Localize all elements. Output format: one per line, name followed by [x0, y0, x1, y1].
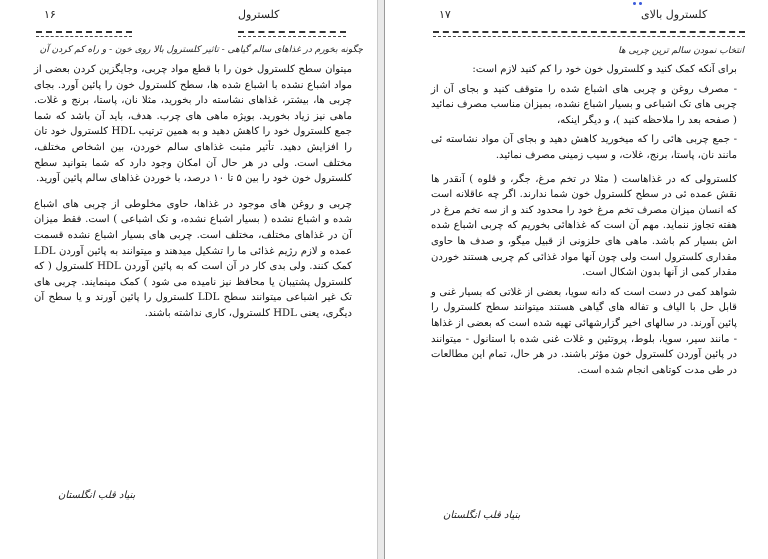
left-page-body: [34, 62, 352, 332]
marker-dot: [633, 2, 636, 5]
header-rule: [433, 31, 745, 33]
paragraph: میتوان سطح کلسترول خون را با قطع مواد چربی، وجایگزین کردن بعضی از مواد اشباع نشده با اشباع شده ها، سطح کلسترول خون را پائین آورد. بجای چربی ها، بیشتر، غذاهای نشاسته دار بخورید، مثلا نان، پاستا، برنج و غلات. ماهی نیز زیاد بخورید. بویژه ماهی های چرب. هدف، باید آن باشد که شما جمع کلسترول خود را کاهش دهید و به همین ترتیب HDL کلسترول خود تان را افزایش دهید. تأثیر مثبت غذاهای سالم خوردن، بین اشخاص مختلف، مختلف است. ولی در هر حال آن امکان وجود دارد که شما بتوانید سطح کلسترول خون خود را بین ۵ تا ۱۰ درصد، با خوردن غذاهای سالم پائین آورید.: [34, 64, 352, 185]
header-rule-right-2: [238, 36, 346, 37]
redaction-patch: [148, 6, 234, 28]
page-header: کلسترول بالای: [641, 8, 708, 21]
page-header: کلسترول: [238, 8, 280, 21]
header-rule-left-2: [36, 36, 132, 37]
paragraph: - مصرف روغن و چربی های اشباع شده را متوقف کنید و بجای آن از چربی های تک اشباعی و بسیار اشباع نشده، بمیزان مناسب مصرف نمائید ( صفحه بعد را ملاحظه کنید )، و دیگر اینکه،: [431, 83, 737, 126]
marker-dot: [639, 2, 642, 5]
header-rule-right: [238, 31, 346, 33]
handwritten-note: چگونه بخورم در غذاهای سالم گیاهی - تاثیر کلسترول بالا روی خون - و راه کم کردن آن: [39, 45, 363, 55]
paragraph: چربی و روغن های موجود در غذاها، حاوی مخلوطی از چربی های اشباع شده و اشباع نشده ( بسیار اشباع نشده، و تک اشباعی ) است. فقط میزان آن در غذاهای مختلف، مختلف است. چربی های بسیار اشباع نشده قسمت عمده و لازم رژیم غذائی ما را تشکیل میدهند و میتوانند به پائین آوردن LDL کمک کنند. ولی بدی کار در آن است که به پائین آوردن HDL کلسترول ( که کلسترول پشتیبان یا محافظ نیز نامیده می شود ) کمک مینمایند. چربی های تک غیر اشباعی میتوانند سطح LDL کلسترول را پائین آورند و یا سطح آن دیگری، یعنی HDL کلسترول، کاری نداشته باشند.: [34, 198, 352, 319]
paragraph: - جمع چربی هائی را که میخورید کاهش دهید و بجای آن مواد نشاسته ئی مانند نان، پاستا، برنج، غلات، و سیب زمینی مصرف نمائید.: [431, 134, 737, 161]
right-page: [384, 0, 768, 559]
signature: بنیاد قلب انگلستان: [443, 510, 521, 521]
signature: بنیاد قلب انگلستان: [58, 490, 136, 501]
header-rule-2: [433, 36, 745, 37]
left-page: [0, 0, 378, 559]
paragraph: برای آنکه کمک کنید و کلسترول خون خود را کم کنید لازم است:: [472, 64, 737, 75]
page-number: ۱۷: [439, 8, 451, 21]
handwritten-note: انتخاب نمودن سالم ترین چربی ها: [618, 46, 744, 56]
paragraph: کلسترولی که در غذاهاست ( مثلا در تخم مرغ، جگر، و قلوه ) آنقدر ها نقش عمده ئی در سطح کلسترول خون شما ندارند. اگر چه عاقلانه است که انسان میزان مصرف تخم مرغ خود را محدود کند و از سه تخم مرغ در هفته تجاوز ننماید. مهم آن است که غذاهائی بخوریم که چربی اشباع شده اش بسیار کم باشد. ماهی های حلزونی از قبیل میگو، و صدف ها حاوی مقداری کلسترول است ولی چون آنها مواد غذائی کم چربی هستند خوردن مقدار کمی از آنها بدون اشکال است.: [431, 173, 737, 279]
right-page-body: [431, 62, 737, 388]
header-rule-left: [36, 31, 132, 33]
paragraph: شواهد کمی در دست است که دانه سویا، بعضی از غلاتی که بسیار غنی و قابل حل با الیاف و تفاله های گیاهی هستند میتوانند سطح کلسترول را پائین آورند. در سالهای اخیر گزارشهائی تهیه شده است که بعضی از غذاها - مانند سیر، سویا، بلوط، پروتئین و غلات غنی شده با استانول - میتوانند در پائین آوردن کلسترول خون مؤثر باشند. در هر حال، تمام این مطالعات در طی مدت کوتاهی انجام شده است.: [431, 286, 737, 376]
page-number: ۱۶: [44, 8, 56, 21]
